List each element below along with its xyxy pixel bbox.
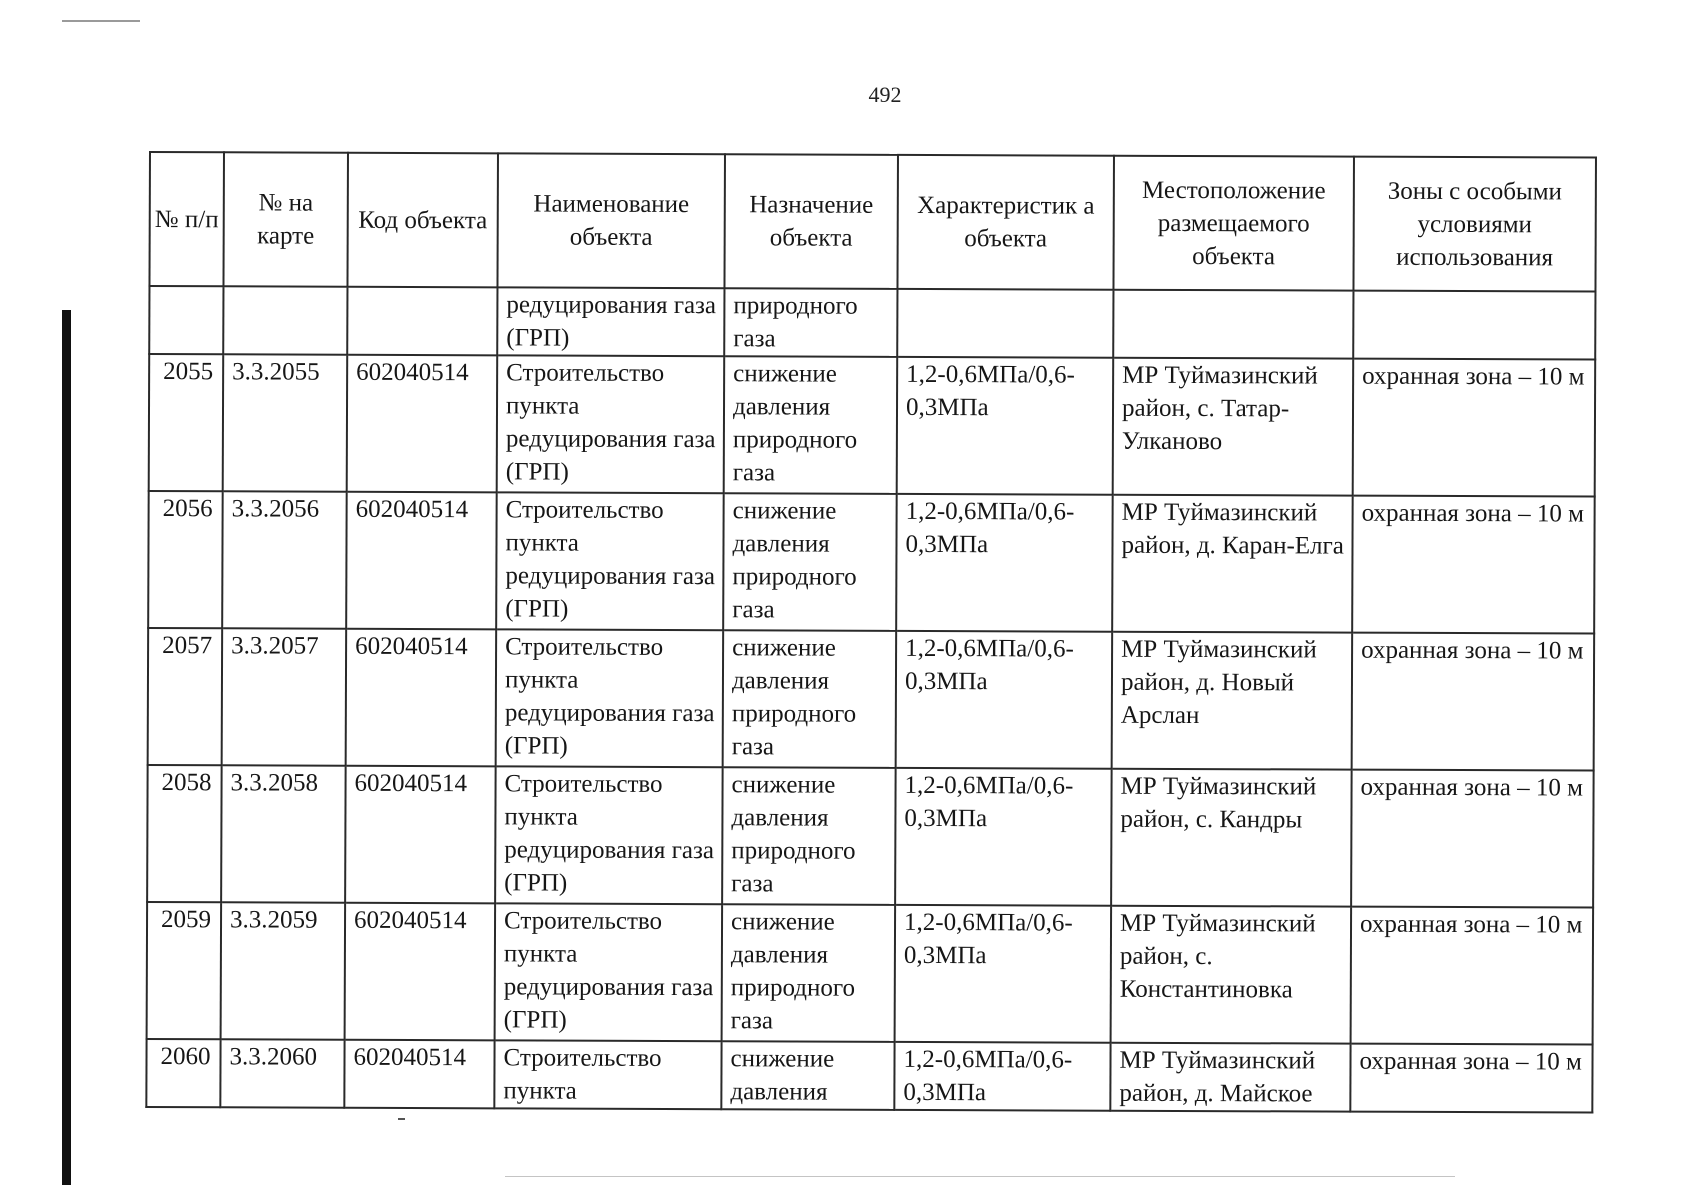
table-row-continuation [149, 286, 1595, 360]
column-header-code: Код объекта [347, 153, 498, 288]
cell-spec: 1,2-0,6МПа/0,6-0,3МПа [895, 905, 1112, 1043]
cell-name: Строительство пункта редуцирования газа (ГРП) [495, 903, 723, 1041]
cell-code: 602040514 [344, 1040, 494, 1109]
cell-name: Строительство пункта редуцирования газа (ГРП) [496, 629, 724, 767]
cell-code: 602040514 [345, 766, 496, 904]
cell-zone: охранная зона – 10 м [1350, 1044, 1592, 1113]
cell-spec: 1,2-0,6МПа/0,6-0,3МПа [896, 494, 1113, 632]
cell-code: 602040514 [346, 492, 497, 630]
column-header-zone: Зоны с особыми условиями использования [1353, 157, 1596, 292]
scan-artifact-top-line [62, 20, 140, 22]
cell-purpose: снижение давления природного газа [723, 630, 897, 768]
cell-name: Строительство пункта [494, 1040, 721, 1109]
cell-code: 602040514 [346, 629, 497, 767]
table-row [148, 628, 1595, 771]
cell-num: 2056 [148, 491, 223, 628]
cell-spec [897, 289, 1113, 358]
column-header-spec: Характеристик а объекта [897, 155, 1114, 290]
column-header-location: Местоположение размещаемого объекта [1113, 156, 1354, 291]
cell-map-no: 3.3.2060 [220, 1039, 344, 1107]
cell-num: 2060 [146, 1039, 220, 1107]
cell-purpose: снижение давления природного газа [724, 356, 898, 494]
cell-map-no: 3.3.2057 [222, 628, 347, 765]
cell-name: Строительство пункта редуцирования газа (ГРП) [496, 492, 724, 630]
cell-code [347, 287, 497, 356]
cell-num: 2059 [147, 902, 222, 1039]
column-header-num: № п/п [149, 152, 224, 286]
cell-zone [1353, 291, 1595, 360]
cell-spec: 1,2-0,6МПа/0,6-0,3МПа [895, 768, 1112, 906]
scan-artifact-bottom-line [505, 1176, 1455, 1177]
cell-name: Строительство пункта редуцирования газа (ГРП) [497, 355, 725, 493]
scan-artifact-dash [398, 1118, 405, 1120]
cell-code: 602040514 [345, 903, 496, 1041]
cell-map-no [223, 286, 347, 354]
cell-zone: охранная зона – 10 м [1351, 770, 1594, 908]
cell-location: МР Туймазинский район, с. Кандры [1111, 769, 1352, 907]
cell-purpose: снижение давления природного газа [722, 767, 896, 905]
cell-code: 602040514 [347, 355, 498, 493]
column-header-map-no: № на карте [223, 152, 348, 286]
cell-num: 2055 [149, 354, 224, 491]
page-number: 492 [868, 82, 902, 107]
cell-num: 2058 [147, 765, 222, 902]
table-row [146, 1039, 1592, 1113]
cell-zone: охранная зона – 10 м [1352, 633, 1595, 771]
cell-map-no: 3.3.2059 [221, 902, 346, 1039]
column-header-name: Наименование объекта [497, 153, 725, 288]
cell-map-no: 3.3.2058 [221, 765, 346, 902]
cell-zone: охранная зона – 10 м [1353, 359, 1596, 497]
cell-spec: 1,2-0,6МПа/0,6-0,3МПа [896, 631, 1113, 769]
cell-location: МР Туймазинский район, с. Константиновка [1111, 906, 1352, 1044]
cell-name: Строительство пункта редуцирования газа (ГРП) [495, 766, 723, 904]
cell-purpose: снижение давления природного газа [722, 904, 896, 1042]
column-header-purpose: Назначение объекта [724, 154, 898, 289]
cell-purpose: снижение давления природного газа [723, 493, 897, 631]
cell-purpose: снижение давления [721, 1041, 894, 1110]
scan-artifact-binding-edge [62, 310, 71, 1185]
cell-spec: 1,2-0,6МПа/0,6-0,3МПа [894, 1042, 1110, 1111]
cell-location: МР Туймазинский район, д. Новый Арслан [1112, 632, 1353, 770]
cell-num [149, 286, 223, 354]
table-row [147, 902, 1594, 1045]
cell-name: редуцирования газа (ГРП) [497, 287, 724, 356]
cell-location: МР Туймазинский район, с. Татар-Улканово [1113, 358, 1354, 496]
cell-location: МР Туймазинский район, д. Майское [1110, 1043, 1350, 1112]
table-row [148, 491, 1595, 634]
table-header-row [149, 152, 1596, 292]
cell-purpose: природного газа [724, 288, 897, 357]
cell-zone: охранная зона – 10 м [1352, 496, 1595, 634]
cell-location: МР Туймазинский район, д. Каран-Елга [1112, 495, 1353, 633]
table-row [147, 765, 1594, 908]
cell-zone: охранная зона – 10 м [1351, 907, 1594, 1045]
table-row [149, 354, 1596, 497]
cell-map-no: 3.3.2056 [222, 491, 347, 628]
objects-table [145, 151, 1597, 1114]
cell-map-no: 3.3.2055 [223, 354, 348, 491]
cell-num: 2057 [148, 628, 223, 765]
cell-spec: 1,2-0,6МПа/0,6-0,3МПа [897, 357, 1114, 495]
cell-location [1113, 290, 1353, 359]
